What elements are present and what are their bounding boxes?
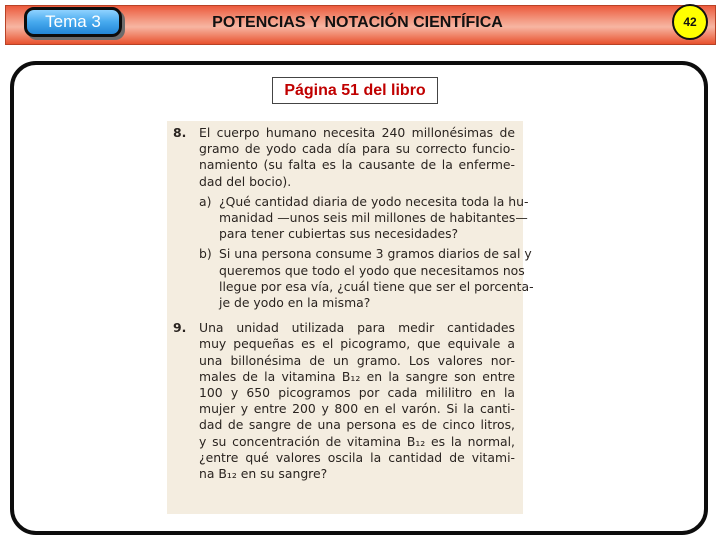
exercise-number: 9. [173,320,187,336]
statement-line: males de la vitamina B₁₂ en la sangre son entre [199,368,515,384]
book-page-reference: Página 51 del libro [272,77,438,104]
page-number-badge: 42 [672,4,708,40]
statement-line: dad de sangre de una persona es de cinco litros, [199,417,515,433]
tema-badge: Tema 3 [24,7,122,37]
statement-line: 100 y 650 picogramos por cada mililitro en la [199,385,515,401]
sub-question-line: para tener cubiertas sus necesidades? [219,226,459,242]
sub-question-letter: b) [199,246,212,262]
sub-question-line: ¿Qué cantidad diaria de yodo necesita toda la hu- [219,193,529,209]
statement-line: na B₁₂ en su sangre? [199,466,328,482]
statement-line: gramo de yodo cada día para su correcto funcio- [199,141,515,157]
exercise-statement [199,125,515,190]
statement-line: una billonésima de un gramo. Los valores nor- [199,352,515,368]
sub-question-letter: a) [199,193,212,209]
exercise-number: 8. [173,125,187,140]
statement-line: y su concentración de vitamina B₁₂ es la normal, [199,433,515,449]
sub-question-line: queremos que todo el yodo que necesitamos nos [219,262,525,278]
exercise-9 [173,320,515,482]
sub-question-line: je de yodo en la misma? [219,295,371,311]
sub-question-b [199,246,534,311]
statement-line: dad del bocio). [199,173,292,189]
textbook-excerpt [167,121,534,514]
statement-line: Una unidad utilizada para medir cantidades [199,320,515,336]
statement-line: ¿entre qué valores oscila la cantidad de vitami- [199,449,515,465]
page-title: POTENCIAS Y NOTACIÓN CIENTÍFICA [212,14,503,31]
sub-question-line: llegue por esa vía, ¿cuál tiene que ser el porcenta- [219,278,534,294]
sub-question-a [199,193,529,243]
exercise-8 [173,125,534,311]
statement-line: muy pequeñas es el picogramo, que equivale a [199,336,515,352]
statement-line: mujer y entre 200 y 800 en el varón. Si la canti- [199,401,515,417]
sub-question-line: manidad —unos seis mil millones de habitantes— [219,210,528,226]
statement-line: El cuerpo humano necesita 240 millonésimas de [199,125,515,140]
exercise-statement [199,320,515,482]
statement-line: namiento (su falta es la causante de la enferme- [199,157,515,173]
sub-question-line: Si una persona consume 3 gramos diarios de sal y [219,246,532,262]
